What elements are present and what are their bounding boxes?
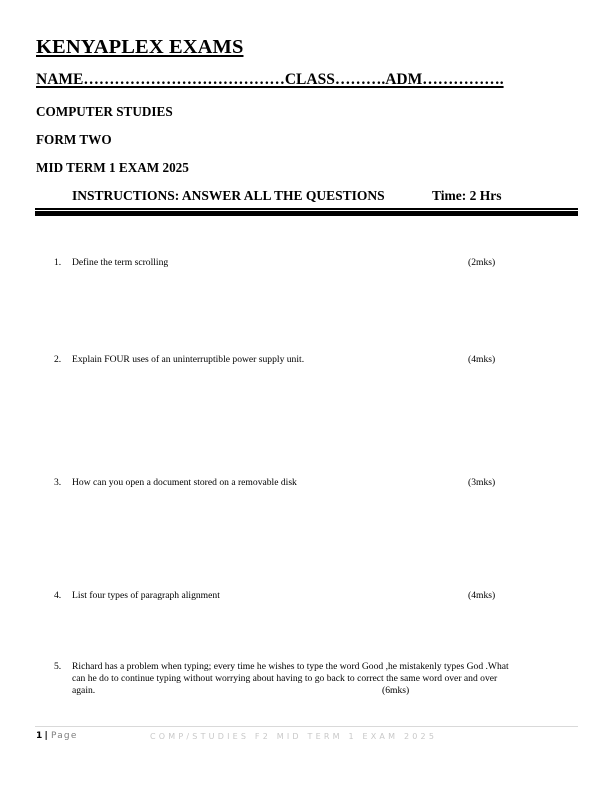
question-marks: (3mks) bbox=[468, 477, 496, 488]
question-number: 2. bbox=[54, 354, 62, 365]
student-details-line: NAME…………………………………CLASS……….ADM……………. bbox=[36, 71, 504, 88]
question-text: List four types of paragraph alignment bbox=[72, 590, 220, 601]
instructions-text: INSTRUCTIONS: ANSWER ALL THE QUESTIONS bbox=[72, 188, 385, 203]
question-text bbox=[72, 661, 582, 698]
question-text: Explain FOUR uses of an uninterruptible power supply unit. bbox=[72, 354, 305, 365]
question-number: 5. bbox=[54, 661, 62, 672]
footer-exam-title: COMP/STUDIES F2 MID TERM 1 EXAM 2025 bbox=[150, 732, 438, 741]
subject-label: COMPUTER STUDIES bbox=[36, 104, 173, 119]
header-divider-thick bbox=[35, 211, 578, 216]
footer-divider bbox=[35, 726, 578, 727]
question-marks: (2mks) bbox=[468, 257, 496, 268]
question-marks: (4mks) bbox=[468, 590, 496, 601]
page-label: Page bbox=[50, 731, 78, 741]
exam-provider-title: KENYAPLEX EXAMS bbox=[36, 36, 244, 58]
question-text-line-1: Richard has a problem when typing; every time he wishes to type the word Good ,he mistakenly types God .What bbox=[72, 661, 509, 672]
page-separator: | bbox=[44, 731, 49, 741]
question-number: 3. bbox=[54, 477, 62, 488]
question-number: 4. bbox=[54, 590, 62, 601]
page-indicator bbox=[36, 731, 78, 741]
question-text-line-3-row bbox=[72, 685, 582, 697]
time-allowed: Time: 2 Hrs bbox=[432, 188, 502, 203]
question-text: Define the term scrolling bbox=[72, 257, 169, 268]
question-marks: (4mks) bbox=[468, 354, 496, 365]
question-text-line-3: again. bbox=[72, 685, 96, 697]
question-marks: (6mks) bbox=[382, 685, 410, 697]
form-label: FORM TWO bbox=[36, 132, 112, 147]
question-text-line-2: can he do to continue typing without worrying about having to go back to correct the same word over and over bbox=[72, 673, 498, 685]
exam-label: MID TERM 1 EXAM 2025 bbox=[36, 160, 189, 175]
question-number: 1. bbox=[54, 257, 62, 268]
page-number: 1 bbox=[36, 731, 44, 741]
header-divider-thin bbox=[35, 208, 578, 210]
question-text: How can you open a document stored on a removable disk bbox=[72, 477, 297, 488]
